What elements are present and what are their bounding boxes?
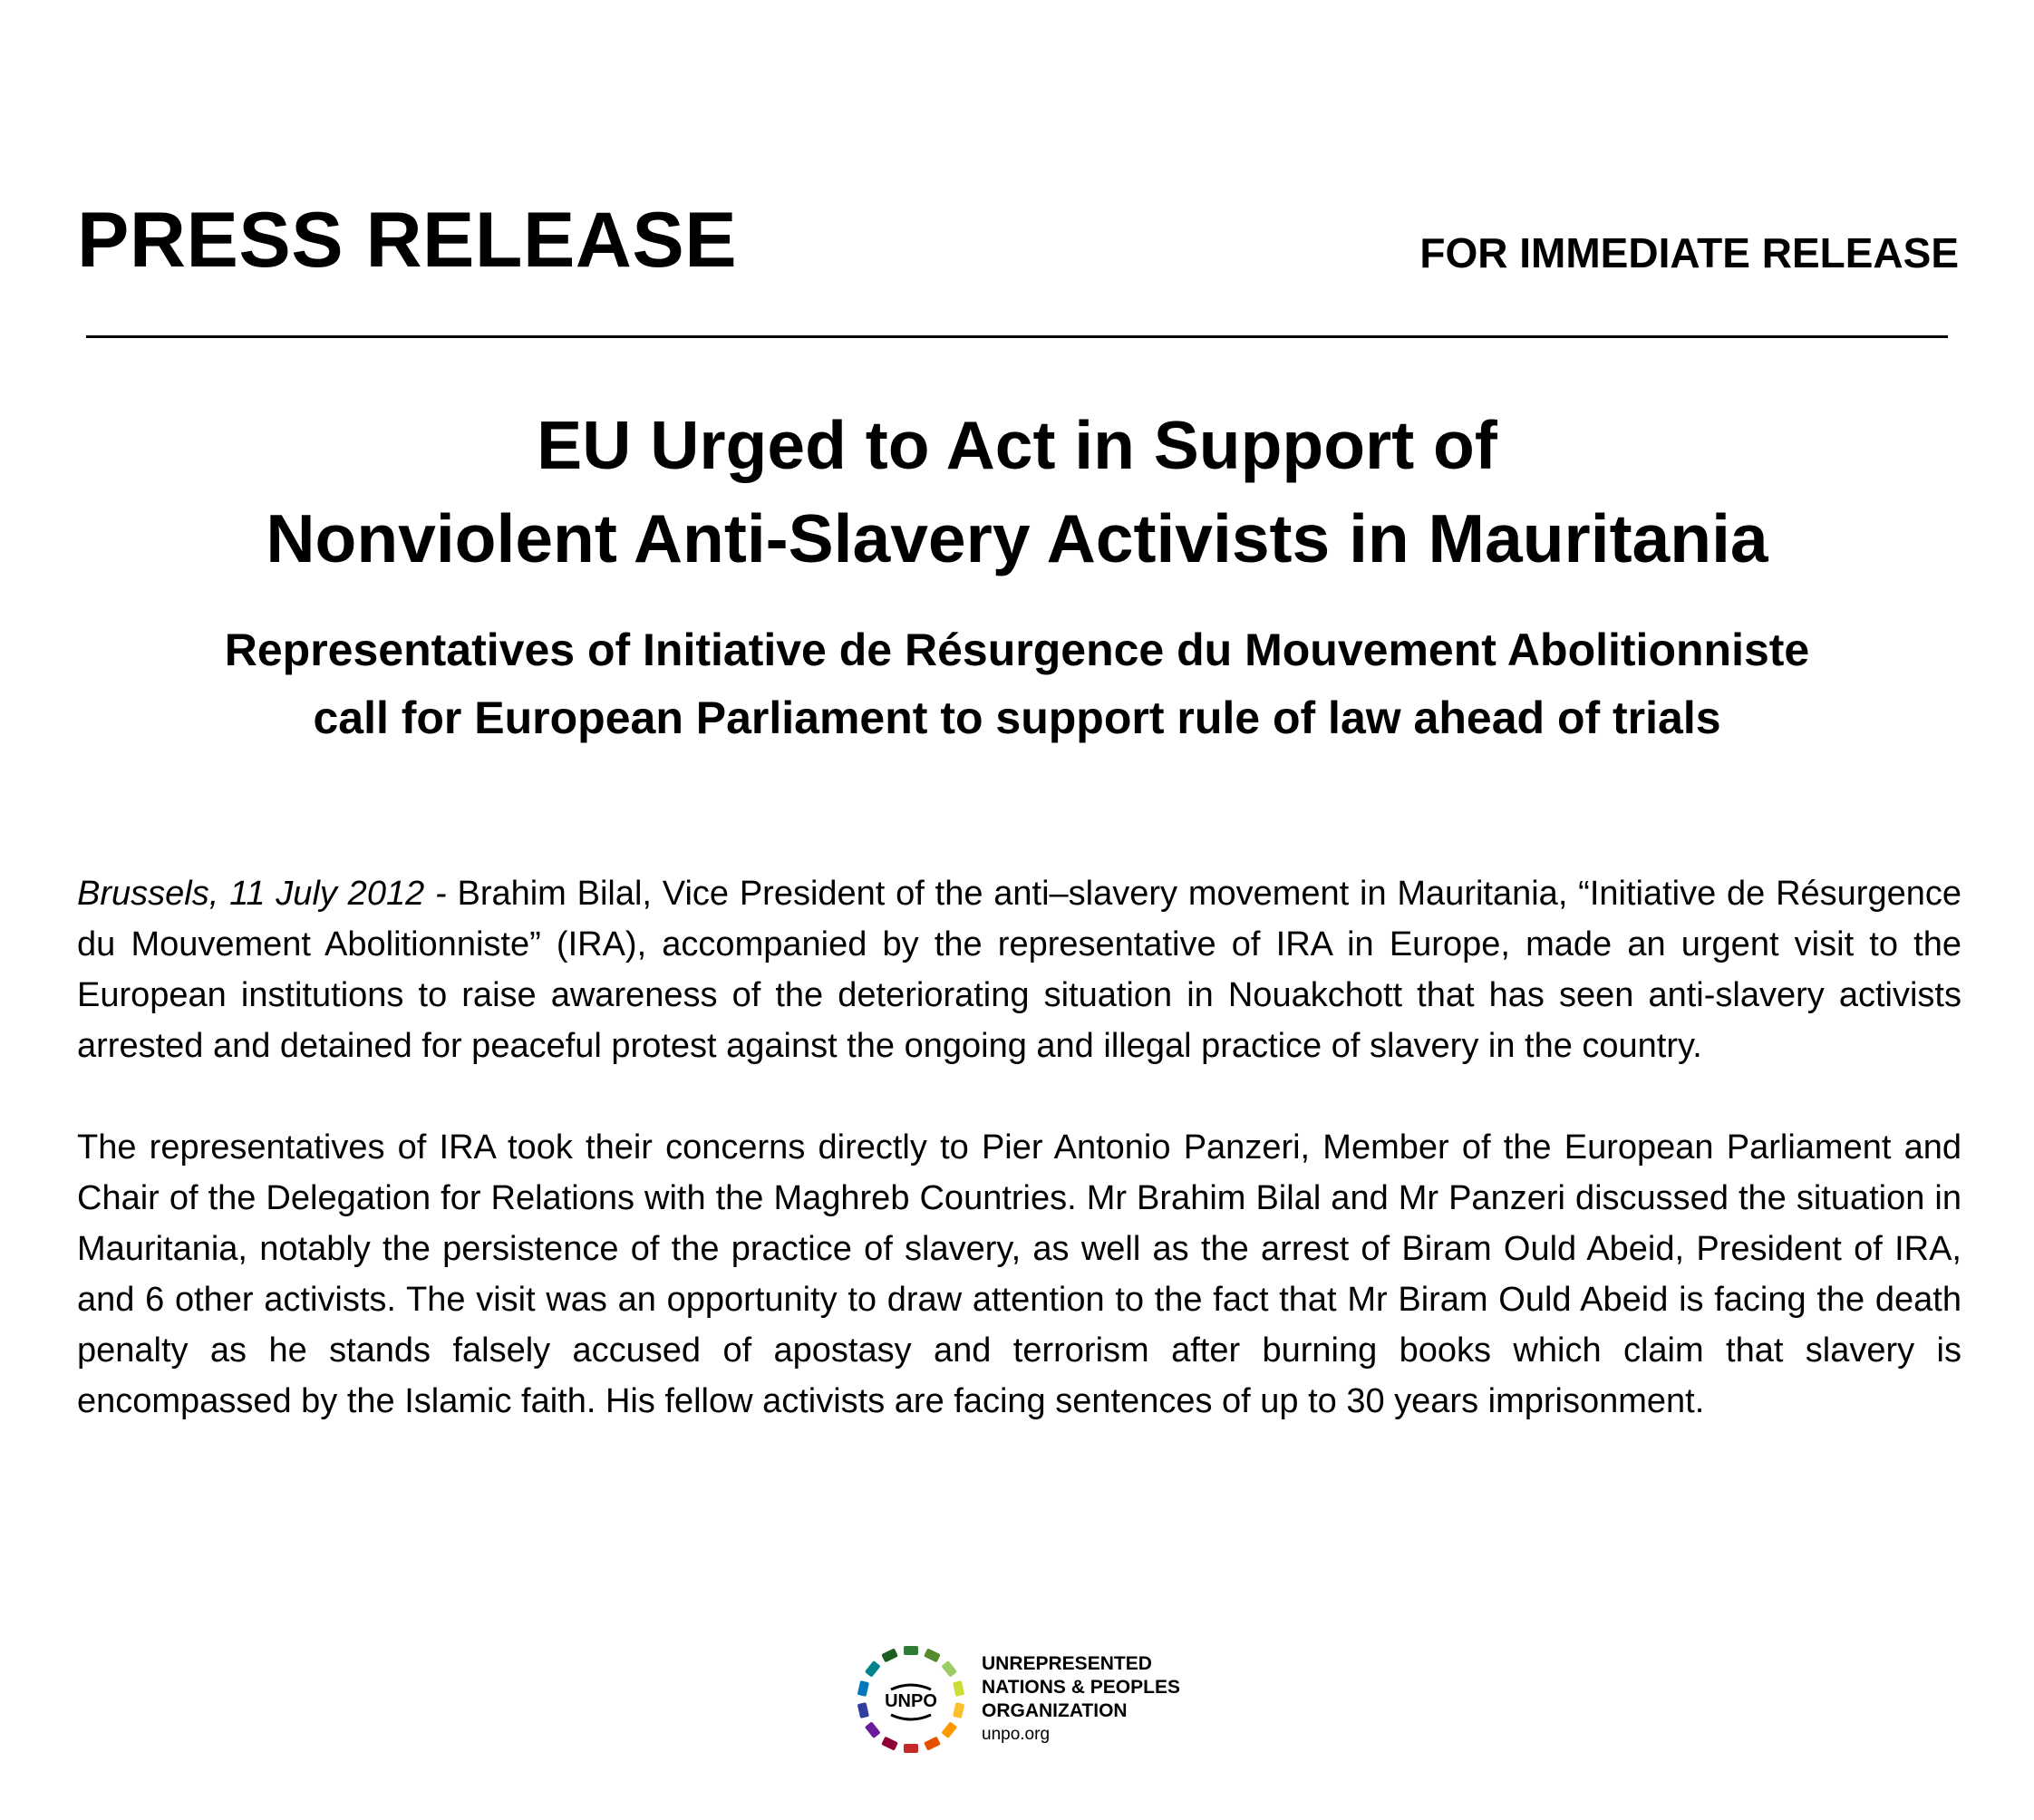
article-body: [77, 868, 1961, 1477]
header-divider: [86, 335, 1948, 338]
ring-segment: [857, 1702, 869, 1718]
press-release-label: PRESS RELEASE: [77, 197, 738, 284]
ring-segment: [941, 1660, 957, 1678]
ring-segment: [953, 1680, 964, 1697]
title-line-1: EU Urged to Act in Support of: [537, 407, 1497, 483]
ring-segment: [904, 1646, 918, 1655]
org-line-1: UNREPRESENTED: [982, 1653, 1152, 1674]
ring-segment: [904, 1744, 918, 1753]
ring-segment: [924, 1737, 941, 1751]
unpo-ring-icon: [850, 1639, 972, 1760]
mark-arc-bottom: [891, 1715, 931, 1719]
ring-segment: [941, 1721, 957, 1738]
ring-segment: [881, 1737, 898, 1751]
ring-segment: [865, 1721, 881, 1738]
unpo-mark-text: UNPO: [885, 1691, 937, 1711]
unpo-logo: [850, 1639, 1213, 1766]
unpo-name: [982, 1652, 1180, 1747]
paragraph-1: [77, 868, 1961, 1071]
ring-segment: [857, 1680, 869, 1697]
ring-segment: [953, 1702, 964, 1718]
immediate-release-note: FOR IMMEDIATE RELEASE: [1419, 229, 1959, 276]
org-line-3: ORGANIZATION: [982, 1700, 1128, 1721]
page-title: [0, 399, 2034, 586]
mark-arc-top: [891, 1685, 931, 1689]
page-subtitle: [0, 616, 2034, 752]
ring-segment: [924, 1648, 941, 1662]
subtitle-line-1: Representatives of Initiative de Résurgence du Mouvement Abolitionniste: [224, 624, 1810, 675]
subtitle-line-2: call for European Parliament to support rule of law ahead of trials: [313, 692, 1721, 743]
ring-segment: [865, 1660, 881, 1678]
ring-segment: [881, 1648, 898, 1662]
paragraph-2: The representatives of IRA took their concerns directly to Pier Antonio Panzeri, Member of the European Parliament and Chair of the Delegation for Relations with the Maghreb Countries. Mr Brahim Bilal and Mr Panzeri discussed the situation in Mauritania, notably the persistence of the practice of slavery, as well as the arrest of Biram Ould Abeid, President of IRA, and 6 other activists. The visit was an opportunity to draw attention to the fact that Mr Biram Ould Abeid is facing the death penalty as he stands falsely accused of apostasy and terrorism after burning books which claim that slavery is encompassed by the Islamic faith. His fellow activists are facing sentences of up to 30 years imprisonment.: [77, 1128, 1961, 1420]
title-line-2: Nonviolent Anti-Slavery Activists in Mauritania: [266, 500, 1768, 576]
org-url: unpo.org: [982, 1725, 1051, 1744]
paragraph-1-text: Brahim Bilal, Vice President of the anti–slavery movement in Mauritania, “Initiative de Résurgence du Mouvement Abolitionniste” (IRA), accompanied by the representative of IRA in Europe, made an urgent visit to the European institutions to raise awareness of the deteriorating situation in Nouakchott that has seen anti-slavery activists arrested and detained for peaceful protest against the ongoing and illegal practice of slavery in the country.: [77, 875, 1961, 1065]
dateline: Brussels, 11 July 2012 -: [77, 875, 447, 913]
org-line-2: NATIONS & PEOPLES: [982, 1677, 1180, 1698]
